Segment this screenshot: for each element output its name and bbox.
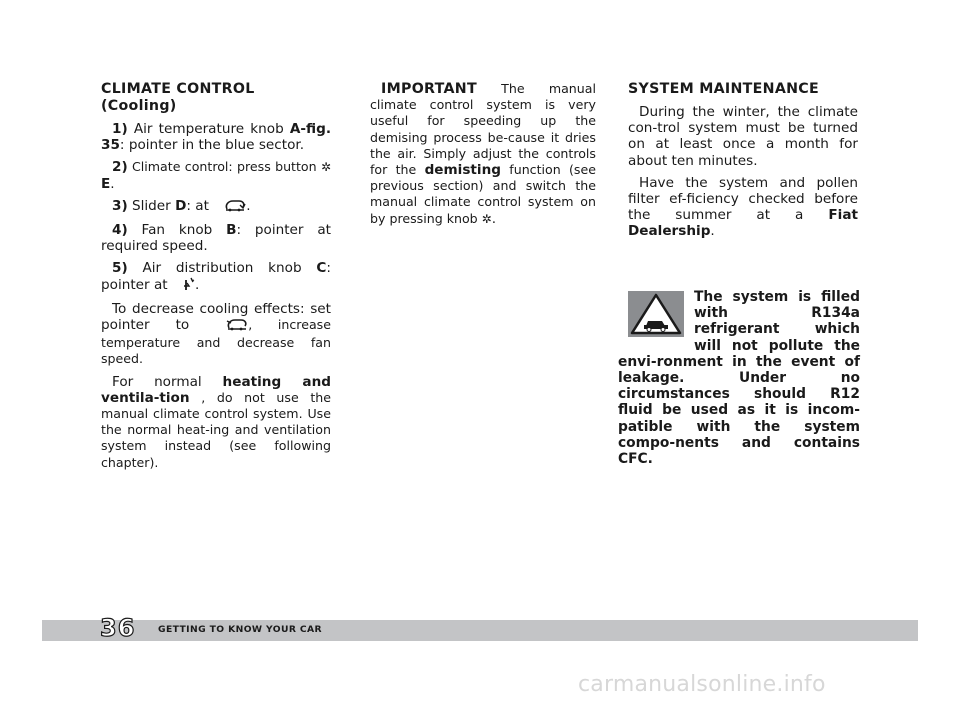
- step-5: 5) Air distribution knob C: pointer at .: [101, 260, 331, 294]
- warning-text: The system is filled with R134a refrigerant which will not pollute the envi-ronment in the event of leakage. Under no circumstances should R12 fluid be used as it is incom-patible with the system compo-nents and contains CFC.: [618, 289, 860, 468]
- maintenance-paragraph-1: During the winter, the climate con-trol system must be turned on at least once a month for about ten minutes.: [628, 104, 858, 169]
- recirculation-icon: [213, 198, 246, 216]
- section-heading: [101, 81, 331, 115]
- heading-line-2: (Cooling): [101, 98, 177, 114]
- step-3: 3) Slider D: at .: [101, 198, 331, 216]
- warning-triangle-car-icon: [628, 291, 684, 337]
- important-paragraph: IMPORTANT The manual climate control system is very useful for speeding up the demising process be-cause it dries the air. Simply adjust the controls for the demisting function (see previous section) and switch the manual climate control system on by pressing knob ✲.: [370, 81, 596, 227]
- maintenance-paragraph-2: Have the system and pollen filter ef-ficiency checked before the summer at a Fiat Dealership.: [628, 174, 858, 240]
- important-note-section: [370, 81, 596, 233]
- fresh-air-icon: [215, 317, 248, 335]
- step-number: 5): [112, 260, 128, 277]
- step-number: 1): [112, 121, 128, 137]
- page-number: 36: [100, 614, 136, 642]
- air-to-face-icon: [172, 277, 195, 295]
- heading-line-1: CLIMATE CONTROL: [101, 81, 255, 97]
- step-number: 4): [112, 222, 128, 239]
- step-4: 4) Fan knob B: pointer at required speed.: [101, 222, 331, 255]
- climate-control-section: [101, 81, 331, 477]
- important-label: IMPORTANT: [381, 81, 477, 97]
- step-2: 2) Climate control: press button ✲ E.: [101, 159, 331, 192]
- maintenance-heading: SYSTEM MAINTENANCE: [628, 81, 819, 97]
- section-title: GETTING TO KNOW YOUR CAR: [158, 624, 323, 635]
- normal-heating-paragraph: For normal heating and ventila-tion , do not use the manual climate control system. Use the normal heat-ing and ventilation system instead (see following chapter).: [101, 373, 332, 470]
- snowflake-icon: ✲: [481, 211, 492, 226]
- reduce-cooling-paragraph: To decrease cooling effects: set pointer to , increase temperature and decrease fan speed.: [101, 300, 331, 367]
- step-number: 2): [112, 159, 128, 176]
- system-maintenance-section: [628, 81, 858, 246]
- step-number: 3): [112, 197, 128, 214]
- step-1: 1) Air temperature knob A-fig. 35: pointer in the blue sector.: [101, 121, 331, 154]
- snowflake-icon: ✲: [320, 160, 331, 175]
- watermark: carmanualsonline.info: [578, 672, 826, 697]
- refrigerant-warning: [618, 289, 860, 467]
